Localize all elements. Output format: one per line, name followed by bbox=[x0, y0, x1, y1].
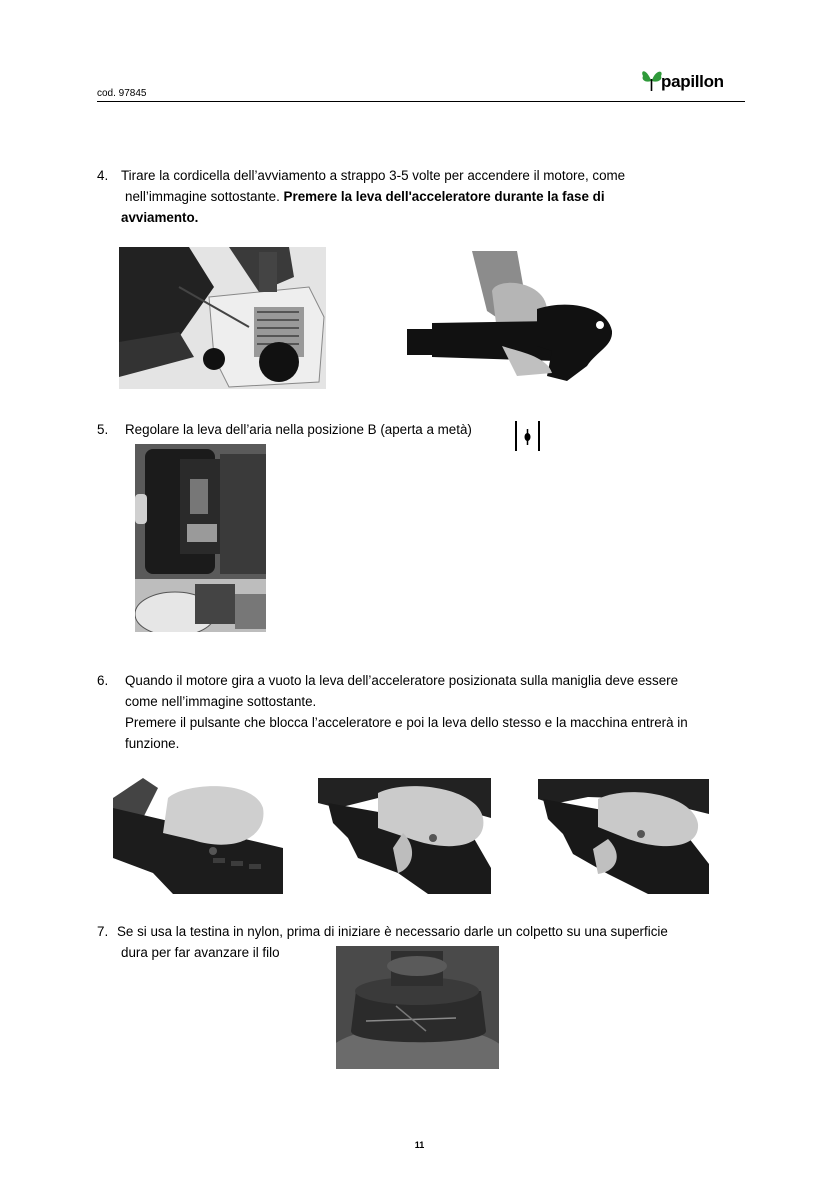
step-4-line-2-bold: Premere la leva dell'acceleratore durante la fase di bbox=[283, 189, 605, 204]
step-6-line-4: funzione. bbox=[125, 736, 180, 751]
photo-grip-step-2 bbox=[318, 778, 491, 894]
photo-grip-step-1 bbox=[113, 778, 283, 894]
photo-nylon-head bbox=[336, 946, 499, 1069]
step-5-line-1: Regolare la leva dell’aria nella posizione B (aperta a metà) bbox=[125, 422, 472, 437]
logo-wordmark: papillon bbox=[661, 72, 724, 91]
choke-half-open-icon bbox=[513, 419, 543, 453]
step-number: 6. bbox=[97, 673, 109, 688]
step-number: 7. bbox=[97, 924, 109, 939]
step-4-line-2-text: nell’immagine sottostante. bbox=[125, 189, 284, 204]
step-number: 5. bbox=[97, 422, 109, 437]
photo-choke-lever bbox=[135, 444, 266, 632]
step-4-line-1: Tirare la cordicella dell’avviamento a strappo 3-5 volte per accendere il motore, come bbox=[121, 168, 626, 183]
step-7-line-2: dura per far avanzare il filo bbox=[121, 945, 280, 960]
document-code: cod. 97845 bbox=[97, 88, 147, 99]
step-number: 4. bbox=[97, 168, 109, 183]
step-4-line-2 bbox=[125, 187, 605, 207]
step-4-line-3: avviamento. bbox=[121, 210, 199, 225]
page-number: 11 bbox=[414, 1140, 425, 1150]
photo-throttle-grip bbox=[407, 251, 613, 381]
step-6-line-1: Quando il motore gira a vuoto la leva dell’acceleratore posizionata sulla maniglia deve essere bbox=[125, 673, 679, 688]
step-4 bbox=[97, 166, 747, 228]
header-rule bbox=[97, 101, 745, 102]
step-5 bbox=[97, 420, 747, 442]
step-6 bbox=[97, 671, 747, 755]
step-7-line-1: Se si usa la testina in nylon, prima di iniziare è necessario darle un colpetto su una superficie bbox=[117, 924, 668, 939]
photo-pull-start bbox=[119, 247, 326, 389]
step-6-line-2: come nell’immagine sottostante. bbox=[125, 694, 317, 709]
papillon-logo bbox=[640, 66, 736, 96]
step-6-line-3: Premere il pulsante che blocca l’acceleratore e poi la leva dello stesso e la macchina entrerà in bbox=[125, 715, 688, 730]
photo-grip-step-3 bbox=[538, 779, 709, 894]
